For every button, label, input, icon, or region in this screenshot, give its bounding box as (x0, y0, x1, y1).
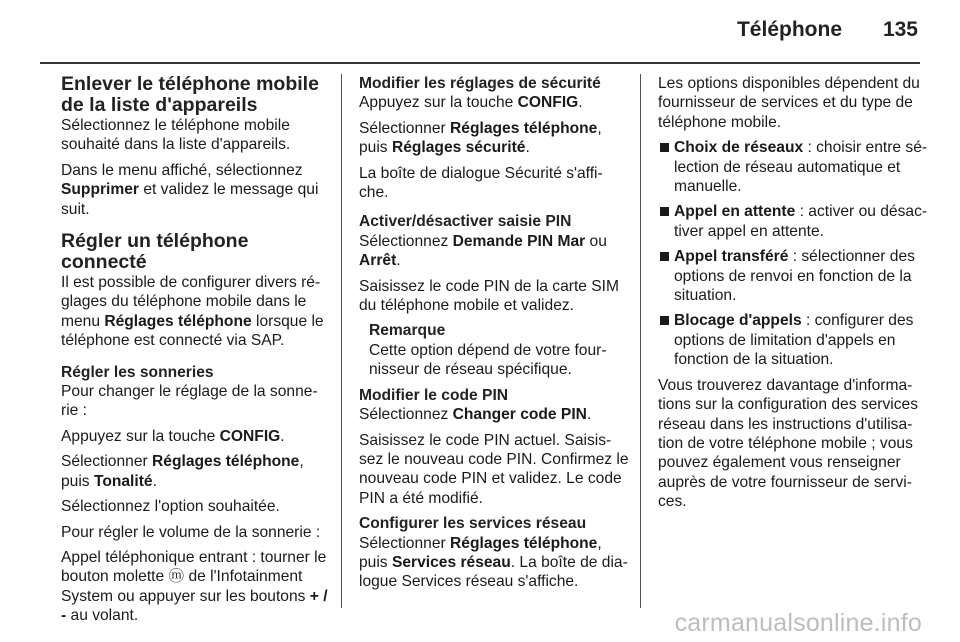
list-item: Choix de réseaux : choisir entre sé-lection de réseau automatique et manuelle. (658, 138, 928, 196)
options-list (658, 138, 928, 369)
paragraph: Appel téléphonique entrant : tourner le bouton molette ⓜ de l'Infotainment System ou appuyer sur les boutons + / - au volant. (61, 548, 328, 625)
column-divider-1 (341, 74, 342, 608)
square-bullet-icon (660, 316, 669, 325)
paragraph: Les options disponibles dépendent du fournisseur de services et du type de téléphone mobile. (658, 75, 920, 131)
paragraph: Saisissez le code PIN actuel. Saisis-sez le nouveau code PIN. Confirmez le nouveau code PIN et validez. Le code PIN a été modifié. (359, 431, 629, 507)
paragraph: Saisissez le code PIN de la carte SIM du téléphone mobile et validez. (359, 277, 620, 315)
paragraph: Sélectionnez Demande PIN Mar ou Arrêt. (359, 232, 607, 270)
square-bullet-icon (660, 207, 669, 216)
watermark: carmanualsonline.info (674, 609, 922, 637)
paragraph: Pour changer le réglage de la sonne-rie : (61, 383, 318, 420)
paragraph: Sélectionner Réglages téléphone, puis Réglages sécurité. (359, 119, 602, 157)
column-divider-2 (640, 74, 641, 608)
paragraph: Sélectionnez Changer code PIN. (359, 406, 592, 424)
paragraph: Dans le menu affiché, sélectionnez Supprimer et validez le message qui suit. (61, 161, 319, 218)
column-2 (359, 74, 629, 598)
page-title: Téléphone (736, 18, 842, 41)
square-bullet-icon (660, 252, 669, 261)
section-title-connected-phone: Régler un téléphone connecté (61, 230, 249, 274)
paragraph: Sélectionner Réglages téléphone, puis Tonalité. (61, 453, 304, 490)
column-3 (658, 74, 928, 518)
paragraph: Il est possible de configurer divers ré-glages du téléphone mobile dans le menu Réglages téléphone lorsque le téléphone est connecté via SAP. (61, 274, 324, 350)
paragraph: Pour régler le volume de la sonnerie : (61, 523, 321, 541)
header-rule (40, 62, 920, 64)
paragraph: Vous trouverez davantage d'informa-tions sur la configuration des services réseau dans les instructions d'utilisa-tion de votre téléphone mobile ; vous pouvez également vous renseigner auprès de votre fournisseur de servi-ces. (658, 376, 919, 511)
paragraph: Sélectionnez l'option souhaitée. (61, 498, 280, 516)
subsection-title-pin-entry: Activer/désactiver saisie PIN (359, 213, 572, 231)
note-text: Cette option dépend de votre four-nisseur de réseau spécifique. (369, 341, 607, 379)
subsection-title-network-services: Configurer les services réseau (359, 515, 587, 533)
note-box (359, 321, 629, 379)
page-number: 135 (882, 18, 918, 41)
page-header (0, 0, 960, 62)
subsection-title-ringtones: Régler les sonneries (61, 363, 214, 381)
paragraph: Appuyez sur la touche CONFIG. (61, 427, 285, 445)
paragraph: Appuyez sur la touche CONFIG. (359, 94, 583, 112)
rotary-knob-icon: ⓜ (168, 568, 185, 586)
list-item: Appel en attente : activer ou désac-tiver appel en attente. (658, 202, 928, 241)
list-item: Blocage d'appels : configurer des options de limitation d'appels en fonction de la situation. (658, 311, 928, 369)
paragraph: Sélectionner Réglages téléphone, puis Services réseau. La boîte de dia-logue Services réseau s'affiche. (359, 534, 628, 591)
paragraph: Sélectionnez le téléphone mobile souhaité dans la liste d'appareils. (61, 117, 291, 154)
section-title-remove-phone: Enlever le téléphone mobile de la liste d'appareils (61, 73, 319, 116)
list-item: Appel transféré : sélectionner des options de renvoi en fonction de la situation. (658, 247, 928, 305)
subsection-title-change-pin: Modifier le code PIN (359, 386, 509, 404)
subsection-title-security: Modifier les réglages de sécurité (359, 75, 601, 92)
paragraph: La boîte de dialogue Sécurité s'affi-che. (359, 164, 603, 202)
square-bullet-icon (660, 143, 669, 152)
column-1 (61, 74, 331, 632)
note-title: Remarque (369, 322, 446, 340)
